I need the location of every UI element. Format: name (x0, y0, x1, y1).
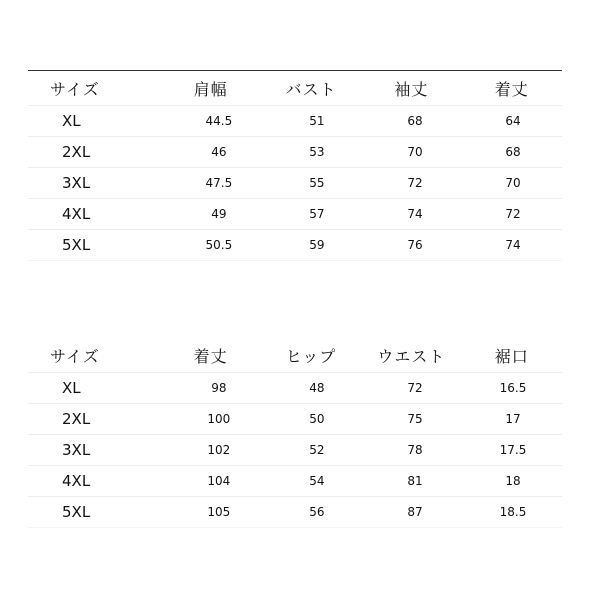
table-row (28, 466, 562, 497)
cell-value: 47.5 (205, 176, 233, 190)
table-header-row (28, 338, 562, 373)
cell-value: 64 (505, 114, 521, 128)
cell-size: 3XL (62, 174, 91, 192)
table-row (28, 106, 562, 137)
cell-value: 46 (211, 145, 227, 159)
cell-value: 75 (407, 412, 423, 426)
header-waist: ウエスト (377, 346, 446, 366)
cell-size: 3XL (62, 441, 91, 459)
table-header-row (28, 71, 562, 106)
cell-value: 57 (309, 207, 325, 221)
header-size: サイズ (50, 346, 100, 366)
cell-value: 16.5 (499, 381, 527, 395)
cell-value: 53 (309, 145, 325, 159)
cell-value: 17 (505, 412, 521, 426)
cell-value: 81 (407, 474, 423, 488)
cell-value: 72 (407, 176, 423, 190)
cell-value: 87 (407, 505, 423, 519)
header-length: 着丈 (193, 346, 228, 366)
cell-value: 56 (309, 505, 325, 519)
header-shoulder-width: 肩幅 (193, 79, 228, 99)
table-row (28, 137, 562, 168)
cell-value: 18 (505, 474, 521, 488)
cell-size: 5XL (62, 503, 91, 521)
cell-size: XL (62, 112, 81, 130)
cell-value: 49 (211, 207, 227, 221)
cell-size: 2XL (62, 410, 91, 428)
cell-value: 55 (309, 176, 325, 190)
header-sleeve-length: 袖丈 (394, 79, 429, 99)
cell-value: 74 (407, 207, 423, 221)
size-table-bottom (28, 338, 562, 528)
table-row (28, 435, 562, 466)
cell-value: 70 (407, 145, 423, 159)
header-hip: ヒップ (285, 346, 337, 366)
header-bust: バスト (285, 79, 337, 99)
cell-value: 44.5 (205, 114, 233, 128)
cell-value: 104 (207, 474, 231, 488)
table-row (28, 168, 562, 199)
cell-value: 105 (207, 505, 231, 519)
header-length: 着丈 (494, 79, 529, 99)
cell-value: 18.5 (499, 505, 527, 519)
table-row (28, 199, 562, 230)
cell-value: 102 (207, 443, 231, 457)
table-row (28, 373, 562, 404)
cell-size: 5XL (62, 236, 91, 254)
cell-size: XL (62, 379, 81, 397)
cell-value: 78 (407, 443, 423, 457)
cell-value: 59 (309, 238, 325, 252)
cell-value: 68 (505, 145, 521, 159)
cell-value: 100 (207, 412, 231, 426)
table-row (28, 230, 562, 261)
cell-value: 51 (309, 114, 325, 128)
cell-value: 72 (407, 381, 423, 395)
cell-value: 72 (505, 207, 521, 221)
table-row (28, 404, 562, 435)
cell-value: 50.5 (205, 238, 233, 252)
cell-value: 17.5 (499, 443, 527, 457)
cell-value: 98 (211, 381, 227, 395)
cell-size: 4XL (62, 205, 91, 223)
table-row (28, 497, 562, 528)
cell-value: 48 (309, 381, 325, 395)
cell-value: 74 (505, 238, 521, 252)
cell-value: 52 (309, 443, 325, 457)
cell-value: 54 (309, 474, 325, 488)
header-size: サイズ (50, 79, 100, 99)
cell-size: 2XL (62, 143, 91, 161)
cell-value: 70 (505, 176, 521, 190)
header-hem-opening: 裾口 (494, 346, 529, 366)
cell-value: 50 (309, 412, 325, 426)
size-table-top (28, 70, 562, 261)
cell-value: 68 (407, 114, 423, 128)
cell-value: 76 (407, 238, 423, 252)
cell-size: 4XL (62, 472, 91, 490)
